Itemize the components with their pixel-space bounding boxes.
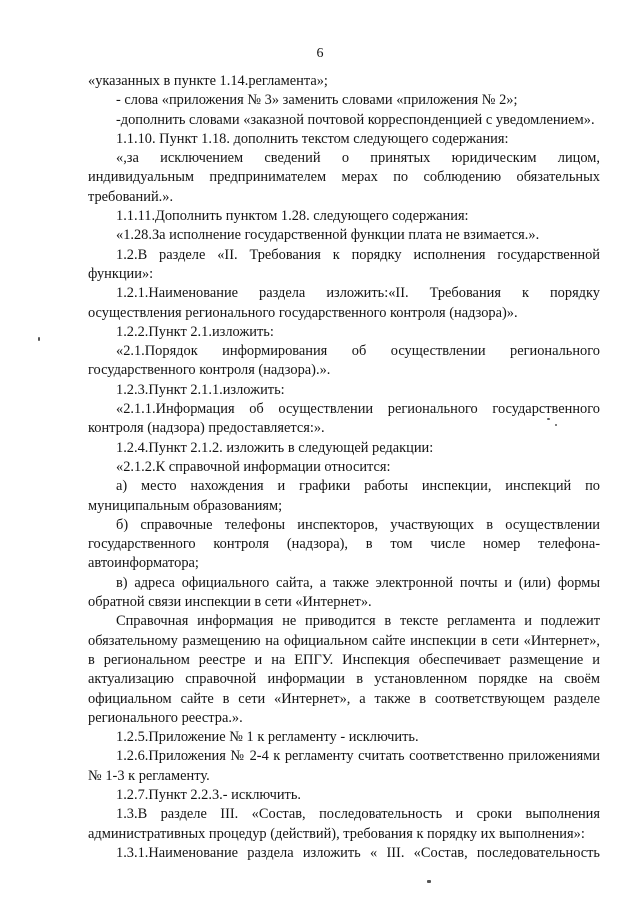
paragraph: Справочная информация не приводится в тексте регламента и подлежит обязательному размещению на официальном сайте инспекции в сети «Интернет», в региональном реестре и на ЕПГУ. Инспекция обеспечивает размещение и актуализацию справочной информации в установленном порядке на своём официальном сайте в сети «Интернет», а также в соответствующем разделе регионального реестра.».: [88, 613, 600, 726]
scan-speck: [38, 337, 40, 341]
paragraph: - слова «приложения № 3» заменить словами «приложения № 2»;: [116, 92, 518, 109]
paragraph: 1.2.3.Пункт 2.1.1.изложить:: [116, 381, 285, 398]
scan-speck: [427, 880, 431, 883]
paragraph: «,за исключением сведений о принятых юридическим лицом, индивидуальным предпринимателем мерах по соблюдению обязательных требований.».: [88, 150, 600, 205]
paragraph: 1.2.1.Наименование раздела изложить:«II. Требования к порядку осуществления регионального государственного контроля (надзора)».: [88, 285, 600, 321]
paragraph: а) место нахождения и графики работы инспекции, инспекций по муниципальным образованиям;: [88, 478, 600, 514]
paragraph: 1.2.7.Пункт 2.2.3.- исключить.: [116, 786, 301, 803]
paragraph: «2.1.2.К справочной информации относится:: [116, 458, 391, 475]
paragraph: 1.2.5.Приложение № 1 к регламенту - исключить.: [116, 729, 419, 746]
paragraph: «1.28.За исполнение государственной функции плата не взимается.».: [116, 227, 540, 244]
paragraph: «2.1.1.Информация об осуществлении регионального государственного контроля (надзора) предоставляется:».: [88, 401, 600, 437]
paragraph: 1.1.10. Пункт 1.18. дополнить текстом следующего содержания:: [116, 130, 509, 147]
paragraph: в) адреса официального сайта, а также электронной почты и (или) формы обратной связи инспекции в сети «Интернет».: [88, 574, 600, 611]
page-number: 6: [316, 46, 324, 61]
paragraph: 1.2.4.Пункт 2.1.2. изложить в следующей редакции:: [116, 439, 434, 456]
paragraph: «2.1.Порядок информирования об осуществлении регионального государственного контроля (надзора).».: [88, 343, 600, 379]
paragraph: 1.2.6.Приложения № 2-4 к регламенту считать соответственно приложениями № 1-3 к регламенту.: [88, 748, 600, 784]
paragraph: «указанных в пункте 1.14.регламента»;: [88, 73, 328, 89]
paragraph: 1.1.11.Дополнить пунктом 1.28. следующего содержания:: [116, 208, 469, 225]
scan-speck: [555, 424, 557, 426]
paragraph: 1.3.В разделе III. «Состав, последовательность и сроки выполнения административных процедур (действий), требования к порядку их выполнения»:: [88, 806, 600, 842]
paragraph: 1.3.1.Наименование раздела изложить « III. «Состав, последовательность: [116, 844, 600, 861]
paragraph: 1.2.В разделе «II. Требования к порядку исполнения государственной функции»:: [88, 246, 600, 282]
paragraph: б) справочные телефоны инспекторов, участвующих в осуществлении государственного контроля (надзора), в том числе номер телефона-автоинформатора;: [88, 516, 600, 572]
paragraph: 1.2.2.Пункт 2.1.изложить:: [116, 323, 274, 340]
document-body: [88, 72, 600, 863]
scan-speck: [547, 418, 550, 420]
paragraph: -дополнить словами «заказной почтовой корреспонденцией с уведомлением».: [116, 111, 595, 128]
